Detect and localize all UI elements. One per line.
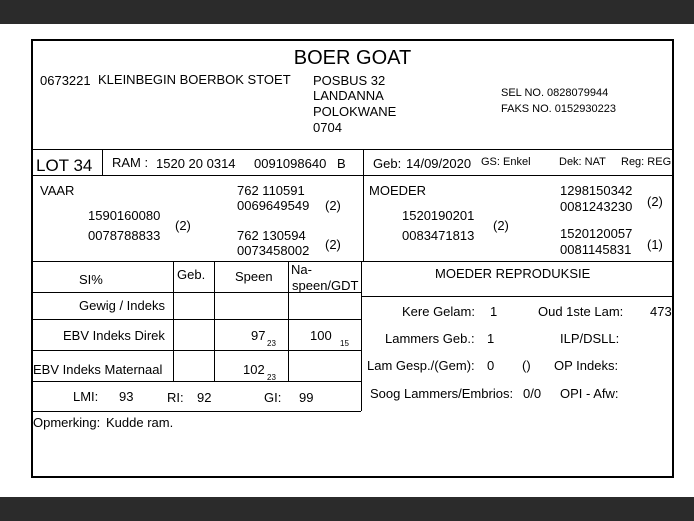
vaar-count: (2) [325,198,341,213]
pedigree-bottom-divider [33,261,672,262]
ebv-direk-speen-sub: 23 [267,339,276,348]
lam-gesp-value: 0 [487,358,495,373]
address-line-4: 0704 [313,120,342,135]
si-col-line-2 [214,261,215,381]
pedigree-divider [363,175,364,261]
kere-gelam-label: Kere Gelam: [402,304,475,319]
moeder-count: (2) [647,194,663,209]
vv-reg: 0078788833 [88,228,161,243]
lam-gesp-gem: () [522,358,531,373]
ebv-direk-speen: 97 [251,328,266,343]
ebv-direk-naspeen-sub: 15 [340,339,349,348]
geb-date: 14/09/2020 [406,156,472,171]
si-row-line-4 [33,381,361,382]
lammers-geb-label: Lammers Geb.: [385,331,475,346]
geb-header: Geb. [177,267,206,282]
si-header: SI% [79,272,103,287]
lot-card [31,39,674,478]
lot-row-divider [33,175,672,176]
dek-info: Dek: NAT [559,156,606,168]
ram-grade: B [337,156,346,171]
moeder-label: MOEDER [369,183,427,198]
lmi-value: 93 [119,389,134,404]
address-line-2: LANDANNA [313,88,384,103]
mm-count: (1) [647,237,663,252]
si-row-line-2 [33,319,361,320]
card-title: BOER GOAT [293,47,412,69]
si-col-line-1 [173,261,174,381]
moeder-reg: 0081243230 [560,199,633,214]
address-line-3: POLOKWANE [313,104,397,119]
oud-1ste-lam-value: 473 [650,304,672,319]
mv-reg: 0083471813 [402,228,475,243]
si-row-line-3 [33,350,361,351]
gs-info: GS: Enkel [481,156,531,168]
lammers-geb-value: 1 [487,331,495,346]
soog-lammers-label: Soog Lammers/Embrios: [370,386,514,401]
geb-label: Geb: [373,156,402,171]
ri-value: 92 [197,390,212,405]
naspeen-header-2: speen/GDT [292,278,359,293]
lot-number: LOT 34 [36,156,93,175]
ram-id: 1520 20 0314 [156,156,236,171]
ram-label: RAM : [112,155,149,170]
ram-reg: 0091098640 [254,156,327,171]
vv-id: 1590160080 [88,208,161,223]
vv-count: (2) [175,218,191,233]
vm-id: 762 130594 [237,228,306,243]
naspeen-header-1: Na- [291,262,312,277]
bottom-dark-band [0,497,694,521]
lam-gesp-label: Lam Gesp./(Gem): [367,358,475,373]
vaar-label: VAAR [40,183,75,198]
opi-afw-label: OPI - Afw: [560,386,619,401]
ilp-dsll-label: ILP/DSLL: [560,331,620,346]
soog-lammers-value: 0/0 [523,386,542,401]
ebv-direk-naspeen: 100 [310,328,332,343]
breeder-name: KLEINBEGIN BOERBOK STOET [98,72,291,87]
address-line-1: POSBUS 32 [313,73,386,88]
section-bottom-divider [33,411,361,412]
vaar-reg: 0069649549 [237,198,310,213]
mm-id: 1520120057 [560,226,633,241]
faks-number: FAKS NO. 0152930223 [501,103,616,115]
remark-text: Kudde ram. [106,415,174,430]
mm-reg: 0081145831 [560,242,632,257]
mv-id: 1520190201 [402,208,475,223]
sel-number: SEL NO. 0828079944 [501,87,609,99]
reproduction-title-divider [361,296,672,297]
remark-label: Opmerking: [33,415,101,430]
speen-header: Speen [235,269,273,284]
geb-divider [363,149,364,175]
ebv-maternaal-speen: 102 [243,362,265,377]
top-dark-band [0,0,694,24]
vm-reg: 0073458002 [237,243,310,258]
ebv-maternaal-speen-sub: 23 [267,373,276,382]
vaar-id: 762 110591 [237,183,305,198]
header-divider [33,149,672,150]
si-col-line-4 [361,261,362,411]
op-indeks-label: OP Indeks: [554,358,619,373]
ebv-maternaal-label: EBV Indeks Maternaal [33,362,163,377]
reg-info: Reg: REG [621,156,672,168]
mv-count: (2) [493,218,509,233]
ri-label: RI: [167,390,184,405]
vm-count: (2) [325,237,341,252]
gi-value: 99 [299,390,314,405]
si-col-line-3 [288,261,289,381]
reproduction-title: MOEDER REPRODUKSIE [435,266,591,281]
gewig-indeks-label: Gewig / Indeks [79,298,165,313]
breeder-code: 0673221 [40,73,91,88]
ebv-direk-label: EBV Indeks Direk [63,328,165,343]
moeder-id: 1298150342 [560,183,633,198]
oud-1ste-lam-label: Oud 1ste Lam: [538,304,624,319]
gi-label: GI: [264,390,282,405]
lmi-label: LMI: [73,389,99,404]
lot-divider [102,149,103,175]
kere-gelam-value: 1 [490,304,498,319]
